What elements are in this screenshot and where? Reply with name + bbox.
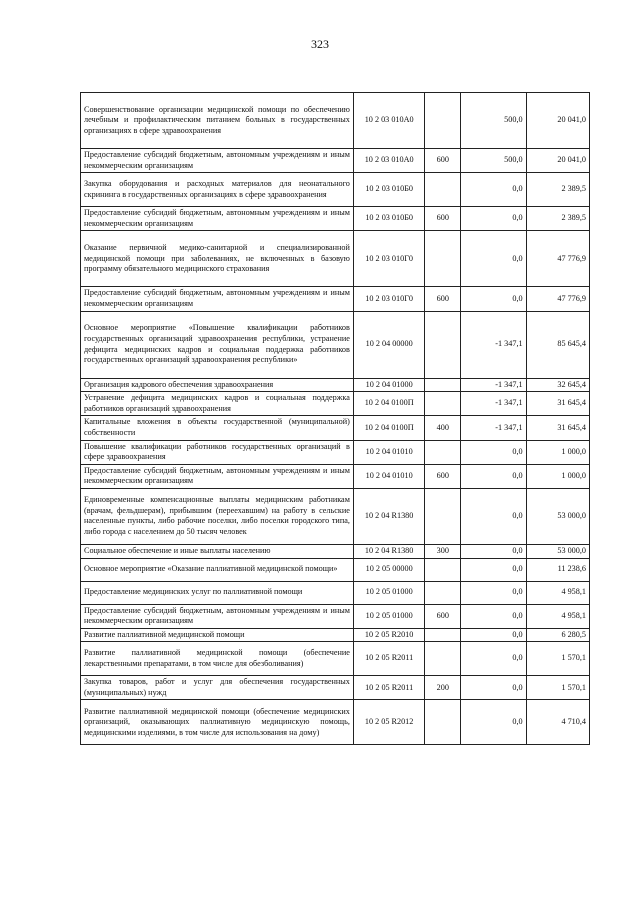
row-code-cell: 10 2 05 01000: [353, 604, 425, 628]
row-change-cell: 0,0: [461, 628, 526, 642]
row-total-cell: 47 776,9: [526, 287, 589, 311]
table-row: [81, 173, 590, 207]
row-total-cell: 53 000,0: [526, 488, 589, 544]
row-name-cell: Предоставление субсидий бюджетным, автономным учреждениям и иным некоммерческим организациям: [81, 287, 354, 311]
row-change-cell: 0,0: [461, 604, 526, 628]
row-code-cell: 10 2 05 R2010: [353, 628, 425, 642]
table-row: [81, 464, 590, 488]
row-name-cell: Социальное обеспечение и иные выплаты населению: [81, 544, 354, 558]
row-code-cell: 10 2 04 0100П: [353, 416, 425, 440]
row-name-cell: Капитальные вложения в объекты государственной (муниципальной) собственности: [81, 416, 354, 440]
row-change-cell: 0,0: [461, 544, 526, 558]
row-name-cell: Единовременные компенсационные выплаты медицинским работникам (врачам, фельдшерам), прибывшим (переехавшим) на работу в сельские населенные пункты, либо рабочие поселки, либо поселки городского типа, либо города с населением до 50 тысяч человек: [81, 488, 354, 544]
row-code-cell: 10 2 04 01010: [353, 440, 425, 464]
row-name-cell: Развитие паллиативной медицинской помощи: [81, 628, 354, 642]
row-expense-type-cell: [425, 700, 461, 745]
row-total-cell: 20 041,0: [526, 93, 589, 149]
row-change-cell: 0,0: [461, 488, 526, 544]
table-row: [81, 628, 590, 642]
row-total-cell: 6 280,5: [526, 628, 589, 642]
row-change-cell: 0,0: [461, 642, 526, 676]
table-body: [81, 93, 590, 745]
row-name-cell: Совершенствование организации медицинской помощи по обеспечению лечебным и профилактическим питанием больных в государственных организациях в сфере здравоохранения: [81, 93, 354, 149]
row-change-cell: 0,0: [461, 464, 526, 488]
row-code-cell: 10 2 05 R2011: [353, 642, 425, 676]
row-total-cell: 53 000,0: [526, 544, 589, 558]
row-expense-type-cell: 600: [425, 604, 461, 628]
row-code-cell: 10 2 04 01010: [353, 464, 425, 488]
table-row: [81, 604, 590, 628]
row-name-cell: Основное мероприятие «Повышение квалификации работников государственных организаций здравоохранения республики, устранение дефицита медицинских кадров и социальная поддержка работников государственных организаций здравоохранения республики»: [81, 311, 354, 378]
row-code-cell: 10 2 05 R2012: [353, 700, 425, 745]
table-row: [81, 207, 590, 231]
row-expense-type-cell: [425, 440, 461, 464]
row-expense-type-cell: 600: [425, 149, 461, 173]
row-change-cell: -1 347,1: [461, 392, 526, 416]
row-name-cell: Основное мероприятие «Оказание паллиативной медицинской помощи»: [81, 558, 354, 581]
row-code-cell: 10 2 04 00000: [353, 311, 425, 378]
row-code-cell: 10 2 04 0100П: [353, 392, 425, 416]
row-change-cell: 0,0: [461, 207, 526, 231]
row-name-cell: Повышение квалификации работников государственных организаций в сфере здравоохранения: [81, 440, 354, 464]
row-expense-type-cell: 600: [425, 287, 461, 311]
row-expense-type-cell: [425, 488, 461, 544]
row-total-cell: 4 958,1: [526, 581, 589, 604]
row-total-cell: 2 389,5: [526, 207, 589, 231]
row-code-cell: 10 2 05 00000: [353, 558, 425, 581]
budget-table: [80, 92, 590, 745]
table-row: [81, 416, 590, 440]
row-change-cell: 0,0: [461, 173, 526, 207]
row-total-cell: 31 645,4: [526, 392, 589, 416]
row-code-cell: 10 2 03 010Б0: [353, 207, 425, 231]
row-change-cell: 0,0: [461, 440, 526, 464]
row-total-cell: 85 645,4: [526, 311, 589, 378]
row-change-cell: 0,0: [461, 287, 526, 311]
row-name-cell: Предоставление субсидий бюджетным, автономным учреждениям и иным некоммерческим организациям: [81, 604, 354, 628]
row-change-cell: -1 347,1: [461, 311, 526, 378]
table-row: [81, 488, 590, 544]
row-total-cell: 32 645,4: [526, 378, 589, 392]
row-name-cell: Предоставление субсидий бюджетным, автономным учреждениям и иным некоммерческим организациям: [81, 207, 354, 231]
row-code-cell: 10 2 04 R1380: [353, 544, 425, 558]
row-name-cell: Предоставление субсидий бюджетным, автономным учреждениям и иным некоммерческим организациям: [81, 464, 354, 488]
row-expense-type-cell: [425, 392, 461, 416]
table-row: [81, 440, 590, 464]
row-expense-type-cell: 200: [425, 676, 461, 700]
row-change-cell: 500,0: [461, 149, 526, 173]
row-change-cell: 500,0: [461, 93, 526, 149]
row-code-cell: 10 2 03 010Г0: [353, 231, 425, 287]
row-expense-type-cell: 600: [425, 464, 461, 488]
row-total-cell: 31 645,4: [526, 416, 589, 440]
row-expense-type-cell: [425, 173, 461, 207]
row-name-cell: Предоставление медицинских услуг по паллиативной помощи: [81, 581, 354, 604]
row-expense-type-cell: [425, 93, 461, 149]
row-total-cell: 11 238,6: [526, 558, 589, 581]
row-code-cell: 10 2 05 01000: [353, 581, 425, 604]
row-total-cell: 1 570,1: [526, 676, 589, 700]
row-name-cell: Развитие паллиативной медицинской помощи (обеспечение медицинских организаций, оказывающих паллиативную медицинскую помощь, медицинскими изделиями, в том числе для использования на дому): [81, 700, 354, 745]
row-total-cell: 47 776,9: [526, 231, 589, 287]
row-change-cell: 0,0: [461, 558, 526, 581]
table-row: [81, 378, 590, 392]
row-name-cell: Предоставление субсидий бюджетным, автономным учреждениям и иным некоммерческим организациям: [81, 149, 354, 173]
row-change-cell: 0,0: [461, 676, 526, 700]
row-code-cell: 10 2 03 010А0: [353, 93, 425, 149]
row-change-cell: 0,0: [461, 700, 526, 745]
row-code-cell: 10 2 05 R2011: [353, 676, 425, 700]
row-code-cell: 10 2 04 01000: [353, 378, 425, 392]
row-name-cell: Организация кадрового обеспечения здравоохранения: [81, 378, 354, 392]
row-expense-type-cell: [425, 231, 461, 287]
page-number: 323: [311, 37, 329, 51]
row-total-cell: 4 958,1: [526, 604, 589, 628]
row-expense-type-cell: 400: [425, 416, 461, 440]
table-row: [81, 93, 590, 149]
row-change-cell: 0,0: [461, 231, 526, 287]
row-name-cell: Закупка товаров, работ и услуг для обеспечения государственных (муниципальных) нужд: [81, 676, 354, 700]
row-code-cell: 10 2 03 010Г0: [353, 287, 425, 311]
table-row: [81, 700, 590, 745]
table-row: [81, 149, 590, 173]
row-total-cell: 20 041,0: [526, 149, 589, 173]
table-row: [81, 676, 590, 700]
table-row: [81, 287, 590, 311]
row-total-cell: 4 710,4: [526, 700, 589, 745]
row-total-cell: 2 389,5: [526, 173, 589, 207]
row-name-cell: Оказание первичной медико-санитарной и специализированной медицинской помощи при заболеваниях, не включенных в базовую программу обязательного медицинского страхования: [81, 231, 354, 287]
table-row: [81, 311, 590, 378]
table-row: [81, 544, 590, 558]
row-code-cell: 10 2 04 R1380: [353, 488, 425, 544]
row-change-cell: -1 347,1: [461, 378, 526, 392]
row-expense-type-cell: [425, 581, 461, 604]
row-code-cell: 10 2 03 010А0: [353, 149, 425, 173]
row-name-cell: Устранение дефицита медицинских кадров и социальная поддержка работников организаций здравоохранения: [81, 392, 354, 416]
row-change-cell: -1 347,1: [461, 416, 526, 440]
row-expense-type-cell: [425, 628, 461, 642]
row-expense-type-cell: [425, 378, 461, 392]
row-total-cell: 1 000,0: [526, 464, 589, 488]
table-row: [81, 581, 590, 604]
row-expense-type-cell: [425, 311, 461, 378]
table-row: [81, 558, 590, 581]
table-row: [81, 642, 590, 676]
row-expense-type-cell: [425, 558, 461, 581]
row-name-cell: Развитие паллиативной медицинской помощи (обеспечение лекарственными препаратами, в том числе для обезболивания): [81, 642, 354, 676]
row-name-cell: Закупка оборудования и расходных материалов для неонатального скрининга в государственных организациях в сфере здравоохранения: [81, 173, 354, 207]
row-total-cell: 1 000,0: [526, 440, 589, 464]
row-total-cell: 1 570,1: [526, 642, 589, 676]
row-expense-type-cell: [425, 642, 461, 676]
row-code-cell: 10 2 03 010Б0: [353, 173, 425, 207]
row-change-cell: 0,0: [461, 581, 526, 604]
table-row: [81, 392, 590, 416]
row-expense-type-cell: 300: [425, 544, 461, 558]
row-expense-type-cell: 600: [425, 207, 461, 231]
table-row: [81, 231, 590, 287]
